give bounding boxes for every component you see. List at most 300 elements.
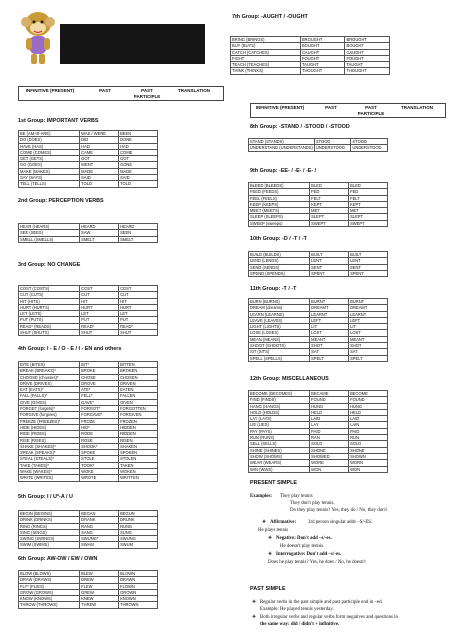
verb-past-participle-cell: KEPT [349,201,388,207]
verb-infinitive-cell: THINK (THINKS) [231,68,301,74]
verb-infinitive-cell: WIN (WINS) [249,466,310,472]
verb-infinitive-cell: SEND (SENDS) [249,264,310,270]
verb-past-cell: BROKE [80,368,119,374]
verb-past-cell: CAME [80,149,119,155]
verb-infinitive-cell: BURN (BURNS) [249,299,310,305]
ps-example-6: Does he play tennis? Yes, he does / No, he doesn't [268,560,366,565]
verb-past-cell: SPENT [310,270,349,276]
verb-infinitive-cell: HEAR (HEARS) [19,224,80,230]
verb-past-cell: HELD [310,409,349,415]
group-7-title: 7th Group: -AUGHT / -OUGHT [232,14,308,20]
verb-past-cell: FROZE [80,418,119,424]
verb-row [249,466,388,472]
verb-past-cell: SHOT [310,343,349,349]
verb-past-cell: BOUGHT [300,43,345,49]
verb-row [19,374,158,380]
verb-past-participle-cell: HEARD [119,224,158,230]
verb-past-cell: WENT [80,162,119,168]
verb-past-participle-cell: SHOWN [349,453,388,459]
verb-infinitive-cell: LEND (LENDS) [249,258,310,264]
verb-past-cell: MEANT [310,336,349,342]
verb-past-participle-cell: PAID [349,428,388,434]
verb-past-participle-cell: FELT [349,195,388,201]
verb-row [19,412,158,418]
verb-infinitive-cell: CATCH (CATCHES) [231,49,301,55]
column-headers-left [18,86,224,101]
verb-past-cell: GOT [80,156,119,162]
group-12-title: 12th Group: MISCELLANEOUS [250,376,329,382]
verb-past-cell: WON [310,466,349,472]
verb-past-participle-cell: SHAKEN [119,443,158,449]
verb-past-cell: SWEPT [310,220,349,226]
verb-past-participle-cell: SPOKEN [119,450,158,456]
group-1-title: 1st Group: IMPORTANT VERBS [18,118,99,124]
verb-past-cell: SAT [310,349,349,355]
verb-infinitive-cell: BUILD (BUILDS) [249,252,310,258]
verb-row [19,443,158,449]
verb-past-cell: SHONE [310,447,349,453]
group-1-table [18,130,158,188]
verb-past-participle-cell: TAKEN [119,462,158,468]
verb-past-participle-cell: COST [119,286,158,292]
verb-past-participle-cell: GOT [119,156,158,162]
verb-past-participle-cell: LEARNT [349,311,388,317]
verb-past-participle-cell: RUNG [119,523,158,529]
verb-past-cell: CHOSE [80,374,119,380]
verb-infinitive-cell: SWING (SWINGS) [19,536,80,542]
verb-past-participle-cell: READ* [119,323,158,329]
verb-past-cell: SPOKE [80,450,119,456]
present-simple-title: PRESENT SIMPLE [250,480,298,486]
verb-past-cell: FLEW [80,583,119,589]
verb-past-participle-cell: DRIVEN [119,380,158,386]
verb-infinitive-cell: BRING (BRINGS) [231,37,301,43]
verb-past-participle-cell: LOST [349,330,388,336]
verb-infinitive-cell: BREAK (BREAKS)* [19,368,80,374]
verb-infinitive-cell: SLEEP (SLEEPS) [249,214,310,220]
verb-row [231,37,390,43]
verb-past-cell: MADE [80,168,119,174]
verb-infinitive-cell: BITE (BITES) [19,362,80,368]
verb-infinitive-cell: HAVE (HAS) [19,143,80,149]
verb-past-participle-cell: SHONE [349,447,388,453]
verb-past-cell: SOLD [310,441,349,447]
verb-infinitive-cell: UNDERSTAND (UNDERSTANDS) [250,145,313,151]
verb-row [249,139,388,145]
header-translation-right: TRANSLATION [401,105,433,110]
verb-past-participle-cell: LAIN [349,422,388,428]
verb-row [19,475,158,481]
column-headers-right [250,103,446,118]
negative-label: Negative: Don't add –s/-es. [276,536,332,541]
verb-infinitive-cell: EAT (EATS)* [19,387,80,393]
verb-past-cell: BIT* [80,362,119,368]
verb-infinitive-cell: RUN (RUNS) [249,435,310,441]
verb-past-participle-cell: HELD [349,409,388,415]
verb-past-participle-cell: HUNG [349,403,388,409]
group-8-table [248,138,388,152]
verb-past-participle-cell: BITTEN [119,362,158,368]
verb-infinitive-cell: TAKE (TAKES)* [19,462,80,468]
verb-row [19,450,158,456]
verb-past-cell: SENT [310,264,349,270]
verb-past-cell: DROVE [80,380,119,386]
verb-past-cell: ATE* [80,387,119,393]
verb-infinitive-cell: SEE (SEES) [19,230,80,236]
verb-past-cell: WORE [310,460,349,466]
diamond-bullet-icon: ❖ [268,551,272,556]
verb-past-cell: STOLE [80,456,119,462]
verb-past-participle-cell: BEGUN [119,511,158,517]
verb-past-participle-cell: SEEN [119,230,158,236]
verb-infinitive-cell: BLEED (BLEEDS) [249,183,310,189]
verb-infinitive-cell: RIDE (RIDES) [19,431,80,437]
diamond-bullet-icon: ❖ [262,519,266,524]
verb-past-cell: SPELT [310,355,349,361]
verb-past-participle-cell: SMELT [119,236,158,242]
interrogative-label: Interrogative: Don't add –s/-es. [276,552,342,557]
verb-past-cell: FOUND [310,397,349,403]
verb-past-participle-cell: RISEN [119,437,158,443]
verb-past-participle-cell: HIT [119,298,158,304]
verb-infinitive-cell: MEAN (MEANS) [249,336,310,342]
ps-example-4: He plays tennis [258,528,289,533]
verb-past-cell: SHOWED [310,453,349,459]
verb-infinitive-cell: HIDE (HIDES) [19,424,80,430]
verb-past-cell: SAID [80,175,119,181]
verb-past-participle-cell: SAT [349,349,388,355]
ps-example-5: He doesn't play tennis. [280,544,325,549]
group-3-table [18,285,158,336]
verb-row [19,418,158,424]
verb-past-participle-cell: LENT [349,258,388,264]
verb-past-participle-cell: MADE [119,168,158,174]
verb-past-participle-cell: HURT [119,304,158,310]
verb-infinitive-cell: GO (GOES) [19,162,80,168]
verb-past-participle-cell: BLED [349,183,388,189]
verb-past-cell: LAY [310,422,349,428]
verb-infinitive-cell: RING (RINGS) [19,523,80,529]
header-past-right: PAST [325,105,337,110]
verb-infinitive-cell: THROW (THROWS) [19,602,80,608]
verb-past-cell: FORGOT* [80,406,119,412]
verb-past-participle-cell: WON [349,466,388,472]
verb-past-participle-cell: STOOD [351,139,388,145]
verb-infinitive-cell: DREAM (dreams) [249,305,310,311]
verb-past-participle-cell: SOLD [349,441,388,447]
verb-infinitive-cell: SPEAK (SPEAKS)* [19,450,80,456]
verb-past-participle-cell: FROZEN [119,418,158,424]
verb-past-participle-cell: BROUGHT [345,37,390,43]
verb-past-participle-cell: BECOME [349,391,388,397]
verb-infinitive-cell: STAND (STANDS) [249,139,315,145]
group-11-table [248,298,388,362]
examples-label: Examples: [250,494,273,499]
verb-past-participle-cell: TAUGHT [345,62,390,68]
verb-infinitive-cell: LET (LETS) [19,311,80,317]
verb-infinitive-cell: FEEL (FEELS) [249,195,310,201]
verb-past-cell: PUT [80,317,119,323]
verb-infinitive-cell: PAY (PAYS) [249,428,310,434]
group-8-title: 8th Group: -STAND / -STOOD / -STOOD [250,124,350,130]
verb-row [19,181,158,187]
past-simple-bullet-2-end: the same way: did / didn't + infinitive. [260,622,340,627]
verb-past-cell: LEFT [310,317,349,323]
verb-past-participle-cell: WORN [349,460,388,466]
verb-past-participle-cell: GIVEN [119,399,158,405]
verb-row [19,236,158,242]
ps-example-1: They play tennis [280,494,313,499]
monkey-illustration [16,4,64,68]
verb-past-cell: TOLD [80,181,119,187]
verb-infinitive-cell: MEET (MEETS) [249,208,310,214]
verb-infinitive-cell: KNOW (KNOWS) [19,596,80,602]
verb-past-cell: KNEW [80,596,119,602]
verb-infinitive-cell: MAKE (MAKES) [19,168,80,174]
verb-infinitive-cell: FORGET (forgets)* [19,406,80,412]
verb-infinitive-cell: SMELL (SMELLS) [19,236,80,242]
verb-past-participle-cell: RUN [349,435,388,441]
verb-past-cell: CAUGHT [300,49,345,55]
verb-past-participle-cell: RIDDEN [119,431,158,437]
verb-row [249,305,388,311]
verb-past-participle-cell: HIDDEN [119,424,158,430]
verb-infinitive-cell: SHINE (SHINES) [249,447,310,453]
verb-past-cell: BURNT [310,299,349,305]
verb-infinitive-cell: SIT (SITS) [249,349,310,355]
verb-past-participle-cell: FORGIVEN [119,412,158,418]
title-banner [60,24,205,64]
verb-past-participle-cell: HAD [119,143,158,149]
verb-past-cell: LIT [310,324,349,330]
verb-infinitive-cell: PUT (PUTS) [19,317,80,323]
verb-past-cell: MET [310,208,349,214]
verb-past-cell: BROUGHT [300,37,345,43]
verb-past-participle-cell: FOUND [349,397,388,403]
verb-row [249,270,388,276]
verb-infinitive-cell: COST (COSTS) [19,286,80,292]
header-past-participle: PAST PARTICIPLE [133,88,161,99]
verb-past-cell: WOKE [80,469,119,475]
verb-past-participle-cell: DREAMT [349,305,388,311]
past-simple-example: Example: He played tennis yesterday. [260,607,334,612]
verb-infinitive-cell: DRIVE (DRIVES) [19,380,80,386]
verb-infinitive-cell: LIE (LIES) [249,422,310,428]
verb-past-cell: LENT [310,258,349,264]
group-9-table [248,182,388,227]
verb-row [249,391,388,397]
verb-past-participle-cell: FOUGHT [345,55,390,61]
verb-past-cell: RANG [80,523,119,529]
verb-past-cell: UNDERSTOOD [314,145,351,151]
verb-past-cell: HIT [80,298,119,304]
verb-past-cell: TAUGHT [300,62,345,68]
verb-infinitive-cell: HOLD (HOLDS) [249,409,310,415]
verb-past-cell: DID [80,137,119,143]
verb-past-cell: DREAMT [310,305,349,311]
verb-infinitive-cell: TELL (TELLS) [19,181,80,187]
verb-infinitive-cell: COME (COMES) [19,149,80,155]
verb-past-cell: SWUNG* [80,536,119,542]
verb-infinitive-cell: SAY (SAYS) [19,175,80,181]
verb-row [19,330,158,336]
verb-row [249,220,388,226]
verb-past-participle-cell: BOUGHT [345,43,390,49]
verb-past-participle-cell: CHOSEN [119,374,158,380]
group-4-title: 4th Group: I - E / O - E / I - EN and others [18,346,122,352]
verb-past-participle-cell: SPELT [349,355,388,361]
verb-past-cell: READ* [80,323,119,329]
verb-past-cell: HUNG [310,403,349,409]
past-simple-bullet-2: Both irregular verbs and regular verbs form negatives and questions in [260,615,398,620]
verb-past-cell: LAID [310,416,349,422]
verb-past-cell: DREW [80,577,119,583]
verb-past-cell: FED [310,189,349,195]
verb-past-cell: BEGAN [80,511,119,517]
verb-infinitive-cell: DRINK (DRINKS) [19,517,80,523]
verb-past-participle-cell: FED [349,189,388,195]
verb-past-participle-cell: FALLEN [119,393,158,399]
verb-past-cell: WROTE [80,475,119,481]
group-5-table [18,510,158,549]
verb-past-participle-cell: THROWN [119,602,158,608]
verb-past-cell: SHOOK* [80,443,119,449]
verb-infinitive-cell: HANG (HANGS) [249,403,310,409]
verb-past-participle-cell: SWEPT [349,220,388,226]
header-past-participle-right: PAST PARTICIPLE [357,105,385,116]
verb-infinitive-cell: FLY* (FLIES) [19,583,80,589]
verb-infinitive-cell: SHOW (SHOWS) [249,453,310,459]
verb-past-participle-cell: WRITTEN [119,475,158,481]
verb-past-cell: GAVE* [80,399,119,405]
verb-infinitive-cell: STEAL (STEALS)* [19,456,80,462]
verb-infinitive-cell: TEACH (TEACHES) [231,62,301,68]
verb-infinitive-cell: BUY (BUYS) [231,43,301,49]
past-simple-bullet-1: Regular verbs in the past simple and past participle end in –ed. [260,600,383,605]
verb-past-cell: FELT [310,195,349,201]
verb-infinitive-cell: LOSE (LOSES) [249,330,310,336]
verb-past-cell: THOUGHT [300,68,345,74]
verb-past-cell: SWAM [80,542,119,548]
verb-row [19,602,158,608]
verb-infinitive-cell: LIGHT (LIGHTS) [249,324,310,330]
verb-infinitive-cell: LEAVE (LEAVES) [249,317,310,323]
verb-past-cell: KEPT [310,201,349,207]
group-3-title: 3rd Group: NO CHANGE [18,262,81,268]
verb-row [231,68,390,74]
verb-past-participle-cell: WOKEN [119,469,158,475]
verb-past-cell: COST [80,286,119,292]
verb-past-cell: BUILT [310,252,349,258]
verb-past-participle-cell: SPENT [349,270,388,276]
verb-past-participle-cell: LET [119,311,158,317]
verb-past-cell: SAW [80,230,119,236]
verb-past-cell: WAS / WERE [80,131,119,137]
verb-infinitive-cell: FIND (FINDS) [249,397,310,403]
verb-infinitive-cell: KEEP (KEEPS) [249,201,310,207]
verb-past-cell: HEARD [80,224,119,230]
verb-infinitive-cell: WAKE (WAKES)* [19,469,80,475]
verb-infinitive-cell: BECOME (BECOMES) [249,391,310,397]
verb-past-cell: HAD [80,143,119,149]
group-2-title: 2nd Group: PERCEPTION VERBS [18,198,104,204]
verb-past-participle-cell: LAID [349,416,388,422]
verb-past-participle-cell: FLOWN [119,583,158,589]
affirmative-label: Affirmative: [270,520,297,525]
group-6-table [18,570,158,609]
verb-past-cell: FELL* [80,393,119,399]
verb-past-cell: BLEW [80,571,119,577]
past-simple-title: PAST SIMPLE [250,586,286,592]
verb-past-participle-cell: MEANT [349,336,388,342]
verb-infinitive-cell: DRAW (DRAWS) [19,577,80,583]
verb-past-cell: FOUGHT [300,55,345,61]
header-translation: TRANSLATION [178,88,210,93]
verb-past-participle-cell: FORGOTTEN [119,406,158,412]
group-10-table [248,251,388,277]
verb-past-participle-cell: GONE [119,162,158,168]
verb-past-participle-cell: SAID [119,175,158,181]
verb-past-participle-cell: SENT [349,264,388,270]
header-past: PAST [99,88,111,93]
verb-past-cell: BECAME [310,391,349,397]
verb-infinitive-cell: SING (SINGS) [19,529,80,535]
verb-past-participle-cell: SHOT [349,343,388,349]
verb-past-participle-cell: BLOWN [119,571,158,577]
verb-infinitive-cell: SWEEP (sweeps) [249,220,310,226]
verb-past-cell: DRANK [80,517,119,523]
verb-past-cell: TOOK* [80,462,119,468]
header-infinitive-right: INFINITIVE (PRESENT) [255,105,305,110]
verb-past-participle-cell: SLEPT [349,214,388,220]
verb-past-participle-cell: TOLD [119,181,158,187]
group-2-table [18,223,158,243]
verb-past-cell: PAID [310,428,349,434]
verb-infinitive-cell: GIVE (GIVES) [19,399,80,405]
verb-past-cell: SHUT [80,330,119,336]
verb-past-participle-cell: LIT [349,324,388,330]
verb-infinitive-cell: BLOW (BLOWS) [19,571,80,577]
group-9-title: 9th Group: -EE- / -E- / -E- / [250,168,317,174]
verb-past-participle-cell: SWUNG [119,536,158,542]
verb-infinitive-cell: SHAKE (SHAKES)* [19,443,80,449]
verb-past-cell: CUT [80,292,119,298]
verb-past-participle-cell: DRAWN [119,577,158,583]
verb-past-participle-cell: LEFT [349,317,388,323]
verb-past-cell: STOOD [314,139,351,145]
verb-past-cell: LEARNT [310,311,349,317]
verb-infinitive-cell: FREEZE (FREEZES)* [19,418,80,424]
verb-infinitive-cell: WRITE (WRITES) [19,475,80,481]
diamond-bullet-icon: ❖ [252,599,256,604]
verb-infinitive-cell: BE (AM-IS-ARE) [19,131,80,137]
verb-infinitive-cell: WEAR (WEARS) [249,460,310,466]
verb-infinitive-cell: SHUT (SHUTS) [19,330,80,336]
group-6-title: 6th Group: AW-OW / EW / OWN [18,556,98,562]
verb-past-participle-cell: BUILT [349,252,388,258]
verb-infinitive-cell: LAY (LAYS) [249,416,310,422]
group-10-title: 10th Group: -D / -T / -T [250,236,307,242]
verb-past-cell: HID* [80,424,119,430]
group-11-title: 11th Group: -T / -T [250,286,297,292]
group-5-title: 5th Group: I / U*-A / U [18,494,73,500]
verb-infinitive-cell: FALL (FALLS)* [19,393,80,399]
verb-infinitive-cell: SWIM (SWIMS) [19,542,80,548]
header-infinitive: INFINITIVE (PRESENT) [25,88,75,93]
verb-past-participle-cell: SHUT [119,330,158,336]
verb-infinitive-cell: CHOOSE (chooses)* [19,374,80,380]
verb-infinitive-cell: FORGIVE (forgives) [19,412,80,418]
